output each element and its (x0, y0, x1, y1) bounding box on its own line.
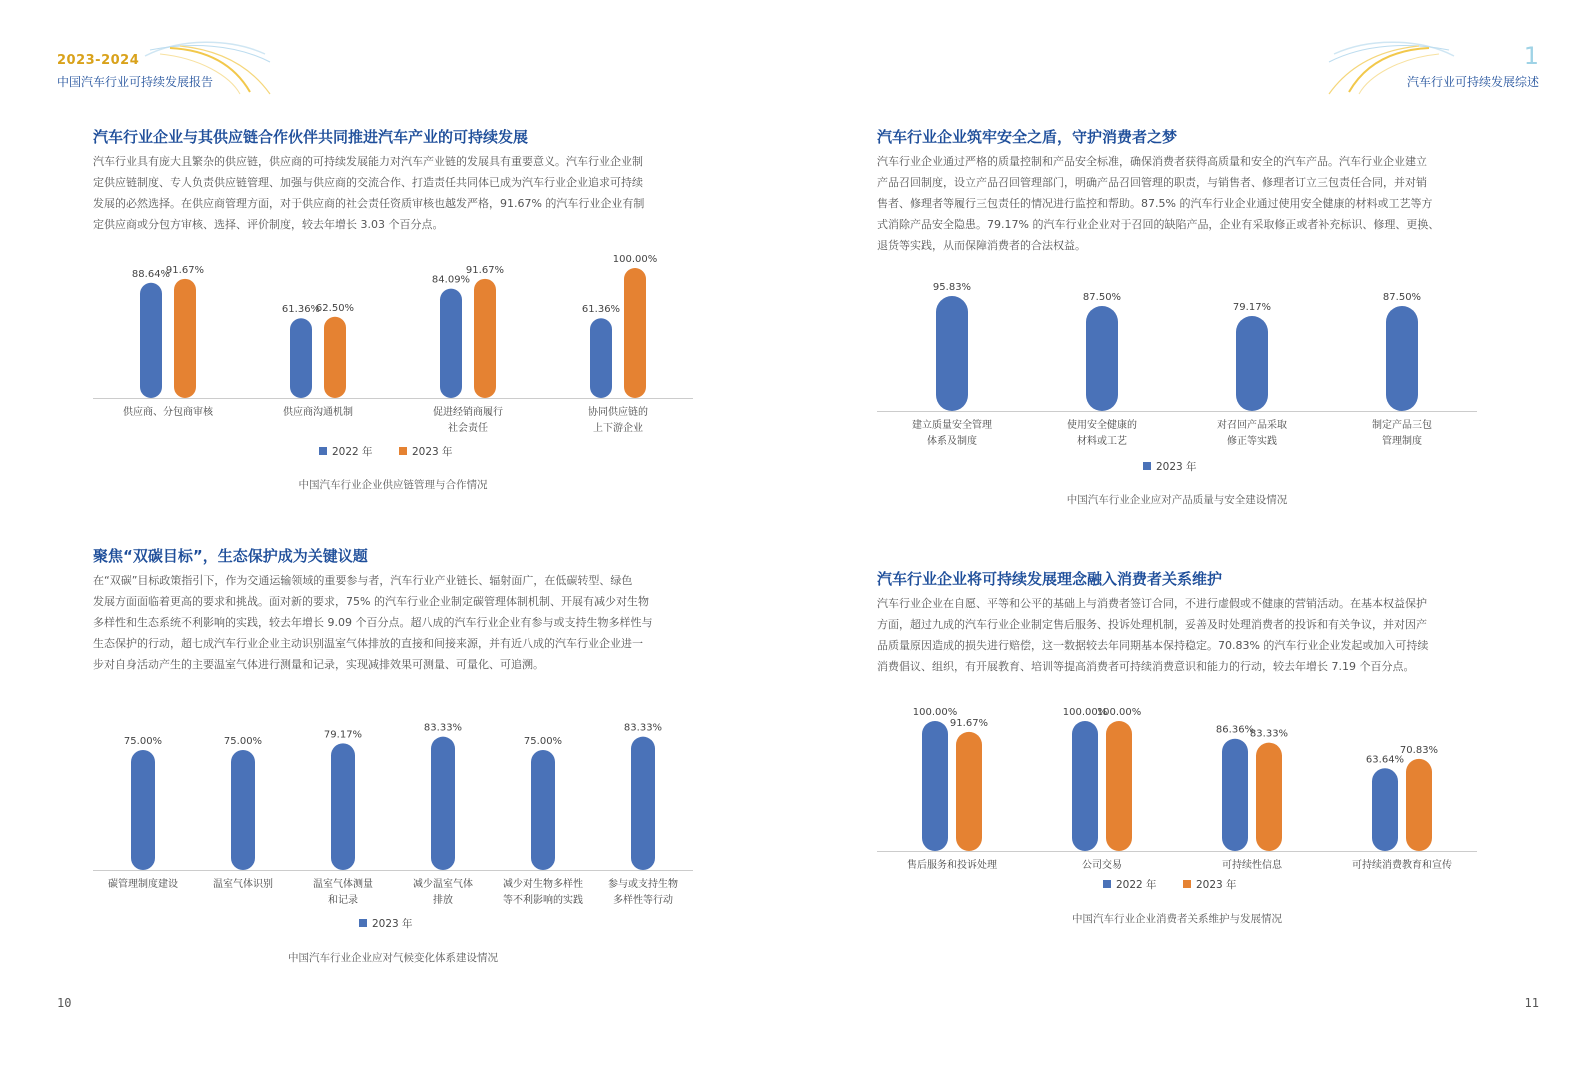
bar-safety-s0-c3 (1386, 306, 1418, 411)
data-label: 84.09% (431, 274, 471, 286)
bar-supply-s0-c0 (140, 283, 162, 398)
bar-safety-s0-c1 (1086, 306, 1118, 411)
section-title-consumer: 汽车行业企业将可持续发展理念融入消费者关系维护 (877, 570, 1223, 588)
data-label: 79.17% (323, 729, 363, 741)
bar-supply-s1-c3 (624, 268, 646, 398)
text-line: 定供应链制度、专人负责供应链管理、加强与供应商的交流合作、打造责任共同体已成为汽车行业企业追求可持续 (93, 176, 643, 189)
data-label: 75.00% (123, 736, 163, 747)
text-line: 品质量原因造成的损失进行赔偿，这一数据较去年同期基本保持稳定。70.83% 的汽车行业企业发起或加入可持续 (877, 639, 1429, 652)
bar-consumer-s0-c2 (1222, 739, 1248, 851)
car-swoosh-icon (140, 36, 300, 96)
text-line: 步对自身活动产生的主要温室气体进行测量和记录，实现减排效果可测量、可量化、可追溯。 (93, 658, 544, 671)
section-text-supply (93, 151, 693, 235)
category-label: 等不利影响的实践 (503, 895, 583, 906)
category-label: 减少对生物多样性 (503, 879, 583, 890)
page-number-left: 10 (57, 996, 72, 1010)
bar-consumer-s1-c3 (1406, 759, 1432, 851)
section-title-safety: 汽车行业企业筑牢安全之盾，守护消费者之梦 (877, 128, 1178, 146)
text-line: 在“双碳”目标政策指引下，作为交通运输领域的重要参与者，汽车行业产业链长、辐射面广，在低碳转型、绿色 (93, 574, 633, 587)
category-label: 售后服务和投诉处理 (907, 860, 997, 871)
data-label: 83.33% (423, 722, 463, 734)
text-line: 汽车行业企业在自愿、平等和公平的基础上与消费者签订合同，不进行虚假或不健康的营销活动。在基本权益保护 (877, 597, 1427, 610)
chapter-title: 汽车行业可持续发展综述 (1406, 75, 1539, 89)
category-label: 供应商沟通机制 (283, 407, 353, 418)
text-line: 消费倡议、组织，有开展教育、培训等提高消费者可持续消费意识和能力的行动，较去年增长 7.19 个百分点。 (877, 660, 1415, 673)
data-label: 100.00% (1062, 707, 1108, 718)
bar-supply-s1-c2 (474, 279, 496, 398)
bar-carbon-s0-c4 (531, 750, 555, 870)
category-label: 温室气体测量 (313, 879, 373, 890)
data-label: 61.36% (581, 304, 621, 316)
data-label: 91.67% (949, 717, 989, 729)
bar-carbon-s0-c2 (331, 743, 355, 870)
text-line: 退货等实践，从而保障消费者的合法权益。 (877, 239, 1086, 252)
chart-caption-consumer: 中国汽车行业企业消费者关系维护与发展情况 (1072, 913, 1282, 925)
bar-supply-s1-c1 (324, 317, 346, 398)
legend-label: 2022 年 (332, 446, 373, 458)
text-line: 多样性和生态系统不利影响的实践，较去年增长 9.09 个百分点。超八成的汽车行业企业有参与或支持生物多样性与 (93, 616, 653, 629)
data-label: 83.33% (623, 722, 663, 734)
report-title: 中国汽车行业可持续发展报告 (57, 75, 214, 89)
section-text-carbon (93, 570, 693, 675)
category-label: 社会责任 (448, 423, 488, 434)
category-label: 材料或工艺 (1077, 436, 1127, 447)
data-label: 75.00% (523, 736, 563, 747)
data-label: 70.83% (1399, 744, 1439, 756)
chapter-number: 1 (1523, 42, 1539, 70)
right-page (794, 0, 1587, 1077)
bar-supply-s0-c2 (440, 289, 462, 398)
bar-safety-s0-c0 (936, 296, 968, 411)
chart-caption-safety: 中国汽车行业企业应对产品质量与安全建设情况 (1066, 494, 1288, 506)
bar-consumer-s1-c2 (1256, 743, 1282, 851)
category-label: 使用安全健康的 (1067, 420, 1137, 431)
legend-label: 2023 年 (1156, 461, 1197, 473)
bar-consumer-s0-c0 (922, 721, 948, 851)
category-label: 公司交易 (1082, 860, 1122, 871)
category-label: 对召回产品采取 (1217, 420, 1287, 431)
bar-supply-s0-c3 (590, 318, 612, 398)
section-text-safety (877, 151, 1477, 256)
text-line: 产品召回制度，设立产品召回管理部门，明确产品召回管理的职责，与销售者、修理者订立三包责任合同，并对销 (877, 176, 1427, 189)
section-title-supply: 汽车行业企业与其供应链合作伙伴共同推进汽车产业的可持续发展 (93, 128, 529, 146)
carbon-chart-svg (93, 712, 693, 937)
chart-caption-carbon: 中国汽车行业企业应对气候变化体系建设情况 (288, 952, 498, 964)
bar-consumer-s1-c1 (1106, 721, 1132, 851)
section-title-carbon: 聚焦“双碳目标”，生态保护成为关键议题 (93, 547, 368, 565)
data-label: 75.00% (223, 736, 263, 747)
category-label: 制定产品三包 (1372, 420, 1432, 431)
report-year: 2023-2024 (57, 53, 140, 68)
text-line: 定供应商或分包方审核、选择、评价制度，较去年增长 3.03 个百分点。 (93, 218, 444, 231)
bar-consumer-s1-c0 (956, 732, 982, 851)
category-label: 建立质量安全管理 (912, 420, 992, 431)
section-text-consumer (877, 593, 1477, 677)
text-line: 发展的必然选择。在供应商管理方面，对于供应商的社会责任资质审核也越发严格，91.67% 的汽车行业企业有制 (93, 197, 645, 210)
data-label: 100.00% (1096, 707, 1142, 718)
bar-consumer-s0-c1 (1072, 721, 1098, 851)
data-label: 86.36% (1215, 724, 1255, 736)
category-label: 排放 (433, 895, 453, 906)
safety-chart-svg (877, 278, 1477, 478)
legend-swatch (399, 447, 407, 455)
bar-carbon-s0-c3 (431, 737, 455, 870)
bar-carbon-s0-c5 (631, 737, 655, 870)
category-label: 供应商、分包商审核 (123, 407, 213, 418)
data-label: 79.17% (1232, 301, 1272, 313)
safety-chart (877, 278, 1477, 482)
data-label: 91.67% (465, 264, 505, 276)
bar-consumer-s0-c3 (1372, 768, 1398, 851)
chart-caption-supply: 中国汽车行业企业供应链管理与合作情况 (298, 479, 488, 491)
supply-chart-svg (93, 250, 693, 465)
data-label: 100.00% (612, 254, 658, 265)
data-label: 87.50% (1082, 292, 1122, 303)
data-label: 87.50% (1382, 292, 1422, 303)
category-label: 温室气体识别 (213, 879, 273, 890)
text-line: 售者、修理者等履行三包责任的情况进行监控和帮助。87.5% 的汽车行业企业通过使用安全健康的材料或工艺等方 (877, 197, 1433, 210)
text-line: 式消除产品安全隐患。79.17% 的汽车行业企业对于召回的缺陷产品，企业有采取修正或者补充标识、修理、更换、 (877, 218, 1440, 231)
data-label: 63.64% (1365, 754, 1405, 766)
consumer-chart-svg (877, 698, 1477, 898)
carbon-chart (93, 712, 693, 941)
legend-swatch (1103, 880, 1111, 888)
bar-supply-s1-c0 (174, 279, 196, 398)
category-label: 可持续消费教育和宣传 (1352, 860, 1452, 871)
legend-label: 2023 年 (412, 446, 453, 458)
category-label: 协同供应链的 (588, 407, 648, 418)
category-label: 碳管理制度建设 (108, 879, 178, 890)
category-label: 可持续性信息 (1222, 860, 1282, 871)
legend-label: 2022 年 (1116, 879, 1157, 891)
bar-safety-s0-c2 (1236, 316, 1268, 411)
legend-label: 2023 年 (372, 918, 413, 930)
category-label: 参与或支持生物 (608, 879, 678, 890)
bar-carbon-s0-c1 (231, 750, 255, 870)
data-label: 62.50% (315, 302, 355, 314)
legend-label: 2023 年 (1196, 879, 1237, 891)
legend-swatch (1143, 462, 1151, 470)
category-label: 促进经销商履行 (433, 407, 503, 418)
category-label: 管理制度 (1382, 436, 1422, 447)
data-label: 61.36% (281, 304, 321, 316)
data-label: 83.33% (1249, 728, 1289, 740)
bar-supply-s0-c1 (290, 318, 312, 398)
data-label: 95.83% (932, 282, 972, 294)
category-label: 上下游企业 (593, 423, 643, 434)
legend-swatch (359, 919, 367, 927)
text-line: 汽车行业企业通过严格的质量控制和产品安全标准，确保消费者获得高质量和安全的汽车产品。汽车行业企业建立 (877, 155, 1427, 168)
data-label: 100.00% (912, 707, 958, 718)
page-number-right: 11 (1524, 996, 1539, 1010)
category-label: 减少温室气体 (413, 879, 473, 890)
consumer-chart (877, 698, 1477, 902)
bar-carbon-s0-c0 (131, 750, 155, 870)
category-label: 多样性等行动 (613, 895, 673, 906)
text-line: 发展方面面临着更高的要求和挑战。面对新的要求，75% 的汽车行业企业制定碳管理体制机制、开展有减少对生物 (93, 595, 649, 608)
left-page (0, 0, 793, 1077)
legend-swatch (319, 447, 327, 455)
text-line: 生态保护的行动，超七成汽车行业企业主动识别温室气体排放的直接和间接来源，并有近八成的汽车行业企业进一 (93, 637, 643, 650)
text-line: 方面，超过九成的汽车行业企业制定售后服务、投诉处理机制，妥善及时处理消费者的投诉和有关争议，并对因产 (877, 618, 1427, 631)
legend-swatch (1183, 880, 1191, 888)
category-label: 和记录 (328, 895, 358, 906)
category-label: 体系及制度 (927, 436, 977, 447)
data-label: 88.64% (131, 268, 171, 280)
text-line: 汽车行业具有庞大且繁杂的供应链，供应商的可持续发展能力对汽车产业链的发展具有重要意义。汽车行业企业制 (93, 155, 643, 168)
data-label: 91.67% (165, 264, 205, 276)
category-label: 修正等实践 (1227, 436, 1277, 447)
supply-chart (93, 250, 693, 469)
